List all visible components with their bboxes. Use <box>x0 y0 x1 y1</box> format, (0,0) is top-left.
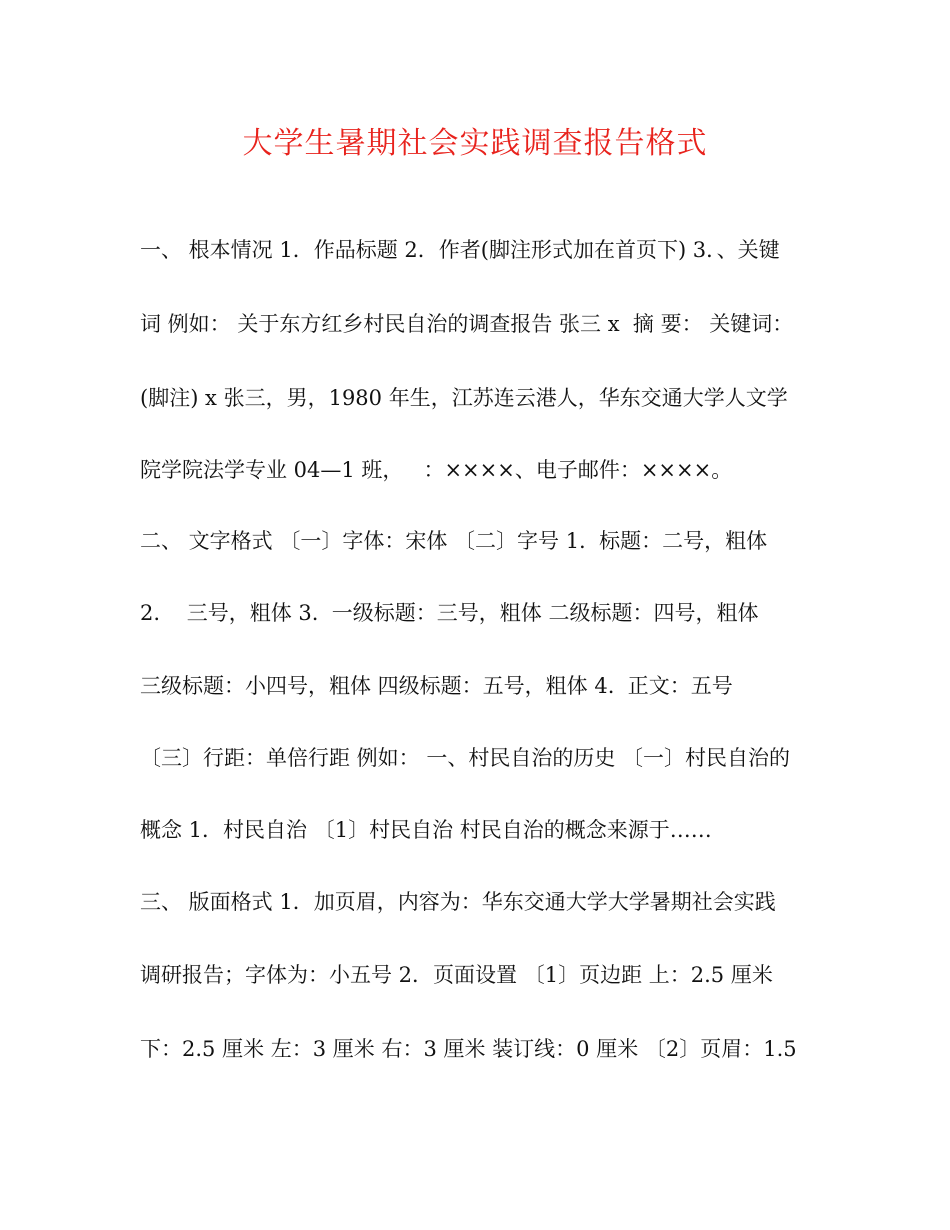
paragraph-line-11: 调研报告；字体为：小五号 2．页面设置 〔1〕页边距 上：2.5 厘米 <box>140 963 773 987</box>
page-title: 大学生暑期社会实践调查报告格式 <box>242 126 708 161</box>
paragraph-line-10: 三、 版面格式 1．加页眉，内容为：华东交通大学大学暑期社会实践 <box>140 890 776 914</box>
paragraph-line-6: 2. 三号，粗体 3. 一级标题：三号，粗体 二级标题：四号，粗体 <box>140 601 759 625</box>
paragraph-line-7: 三级标题：小四号，粗体 四级标题：五号，粗体 4. 正文：五号 <box>140 674 733 698</box>
paragraph-line-9: 概念 1．村民自治 〔1〕村民自治 村民自治的概念来源于…… <box>140 818 712 842</box>
paragraph-line-2: 词 例如： 关于东方红乡村民自治的调查报告 张三 x 摘 要： 关键词： <box>140 312 794 336</box>
paragraph-line-12: 下：2.5 厘米 左：3 厘米 右：3 厘米 装订线：0 厘米 〔2〕页眉：1.5 <box>140 1037 797 1061</box>
paragraph-line-3: (脚注) x 张三，男，1980 年生，江苏连云港人，华东交通大学人文学 <box>140 386 788 410</box>
paragraph-line-5: 二、 文字格式 〔一〕字体：宋体 〔二〕字号 1. 标题：二号，粗体 <box>140 529 768 553</box>
paragraph-line-8: 〔三〕行距：单倍行距 例如： 一、村民自治的历史 〔一〕村民自治的 <box>140 746 791 770</box>
paragraph-line-4: 院学院法学专业 04—1 班， ：××××、电子邮件：××××。 <box>140 458 733 482</box>
paragraph-line-1: 一、 根本情况 1．作品标题 2．作者(脚注形式加在首页下) 3．、关键 <box>140 238 780 262</box>
